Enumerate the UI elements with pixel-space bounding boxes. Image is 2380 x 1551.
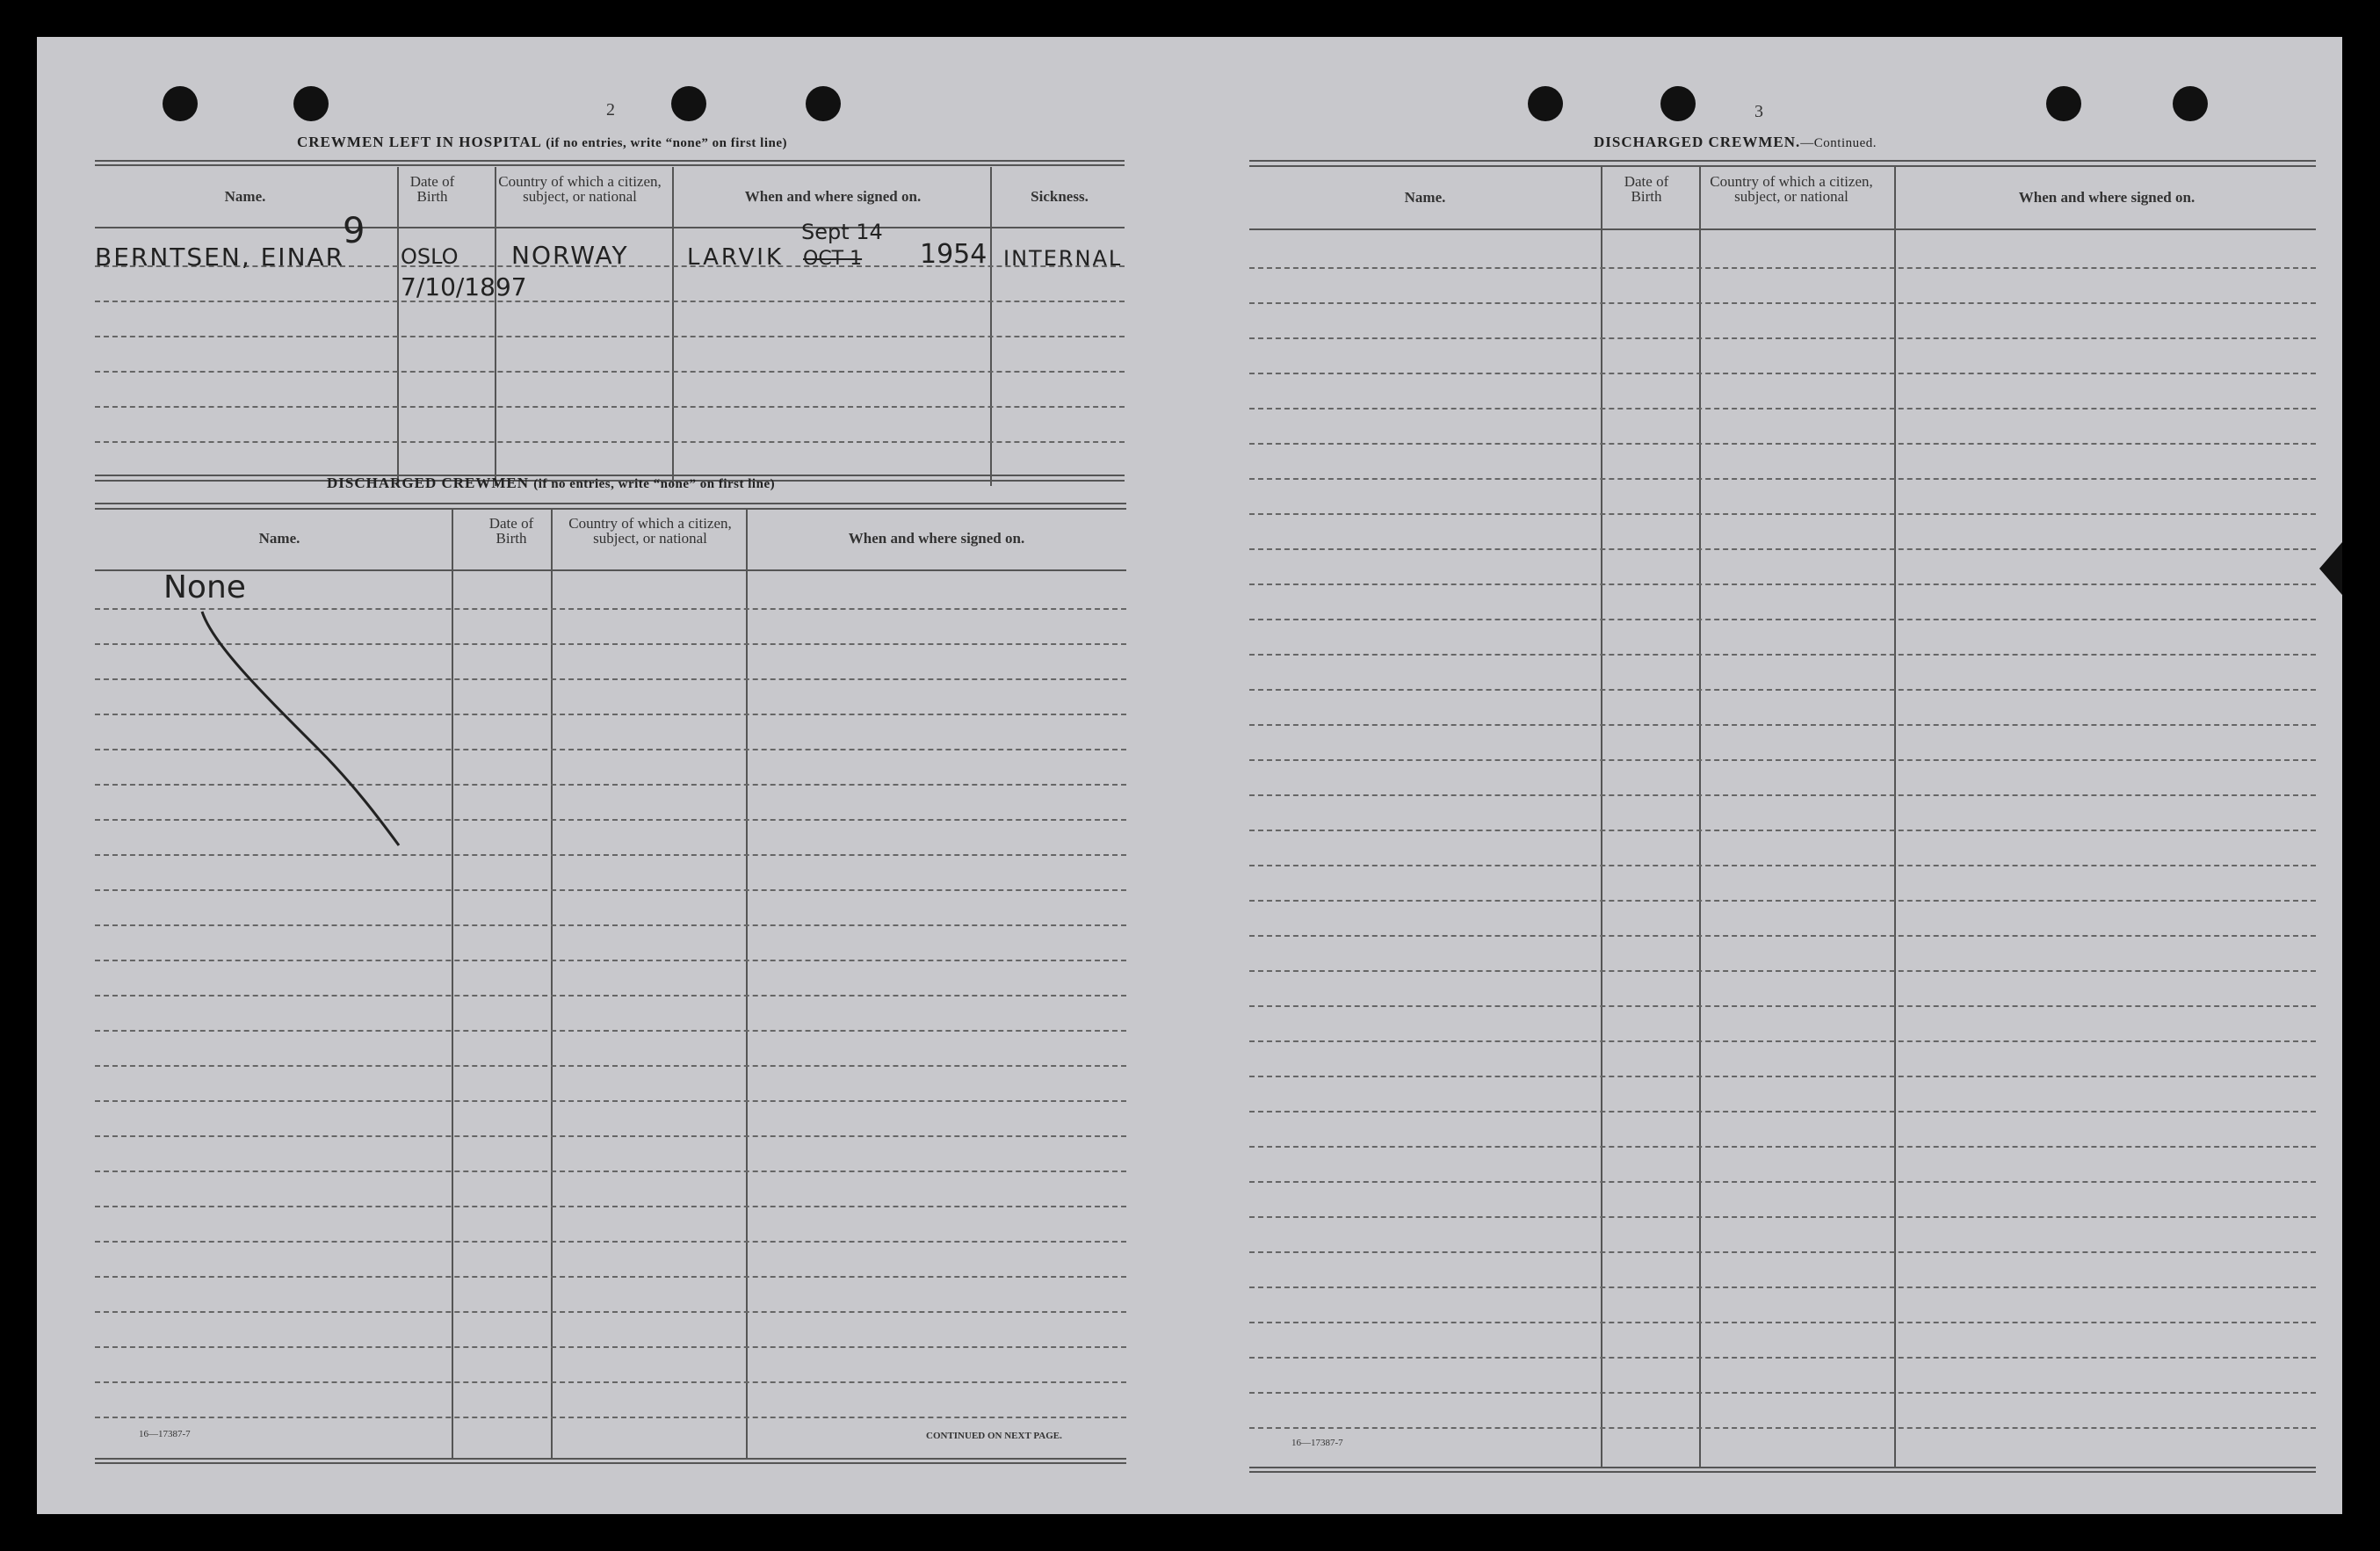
entry-line <box>1249 1111 2316 1113</box>
entry-line <box>1249 1040 2316 1042</box>
column-header-country: Country of which a citizen, subject, or national <box>1710 173 1873 205</box>
column-header-signed-on: When and where signed on. <box>2018 189 2196 206</box>
column-header-date-of-birth: Date of Birth <box>1624 173 1669 205</box>
top-rule <box>95 164 1125 166</box>
table-bottom-rule <box>1249 1471 2316 1473</box>
page-notch <box>2319 542 2342 595</box>
entry-line <box>1249 689 2316 691</box>
entry-line <box>95 301 1125 302</box>
entry-signed-year: 1954 <box>920 239 987 270</box>
column-divider <box>1601 167 1602 1468</box>
entry-line <box>1249 1251 2316 1253</box>
entry-line <box>1249 759 2316 761</box>
entry-line <box>95 371 1125 373</box>
punch-hole <box>1660 86 1696 121</box>
punch-hole <box>1528 86 1563 121</box>
right-section-title: DISCHARGED CREWMEN.—Continued. <box>1594 134 1877 150</box>
top-rule <box>95 508 1126 510</box>
entry-line <box>95 1311 1126 1313</box>
document-sheet <box>37 37 2342 1514</box>
entry-line <box>1249 443 2316 445</box>
entry-line <box>95 1065 1126 1067</box>
entry-line <box>1249 1216 2316 1218</box>
entry-line <box>95 1170 1126 1172</box>
margin-mark: 9 <box>343 211 365 251</box>
entry-line <box>1249 654 2316 656</box>
top-rule <box>1249 160 2316 162</box>
entry-line <box>1249 302 2316 304</box>
column-header-signed-on: When and where signed on. <box>848 530 1025 547</box>
entry-line <box>1249 724 2316 726</box>
header-rule <box>95 227 1125 228</box>
entry-line <box>95 854 1126 856</box>
entry-line <box>95 1381 1126 1383</box>
entry-line <box>95 336 1125 337</box>
entry-birth-date: 7/10/1897 <box>401 272 527 301</box>
continued-note: CONTINUED ON NEXT PAGE. <box>926 1431 1062 1441</box>
entry-line <box>95 924 1126 926</box>
entry-line <box>1249 1005 2316 1007</box>
punch-hole <box>293 86 329 121</box>
column-divider <box>495 167 496 486</box>
entry-line <box>95 889 1126 891</box>
entry-line <box>95 1206 1126 1207</box>
punch-hole <box>2173 86 2208 121</box>
entry-line <box>1249 619 2316 620</box>
entry-line <box>1249 1357 2316 1359</box>
header-rule <box>95 569 1126 571</box>
entry-line <box>95 995 1126 997</box>
cancel-stroke <box>195 608 406 854</box>
column-header-country: Country of which a citizen, subject, or national <box>568 515 732 547</box>
entry-birth-place: OSLO <box>401 244 459 269</box>
punch-hole <box>2046 86 2081 121</box>
column-header-signed-on: When and where signed on. <box>744 188 922 205</box>
entry-name: BERNTSEN, EINAR <box>95 243 345 272</box>
top-rule <box>95 503 1126 504</box>
entry-line <box>1249 478 2316 480</box>
table-bottom-rule <box>95 1458 1126 1460</box>
top-rule <box>1249 165 2316 167</box>
form-number: 16—17387-7 <box>139 1429 191 1439</box>
table-bottom-rule <box>1249 1467 2316 1468</box>
entry-signed-correction: Sept 14 <box>801 220 883 244</box>
column-divider <box>990 167 992 486</box>
column-divider <box>1699 167 1701 1468</box>
entry-line <box>1249 337 2316 339</box>
entry-line <box>1249 1181 2316 1183</box>
punch-hole <box>806 86 841 121</box>
column-header-date-of-birth: Date of Birth <box>409 173 455 205</box>
column-divider <box>551 510 553 1459</box>
table-bottom-rule <box>95 1462 1126 1464</box>
column-header-sickness: Sickness. <box>1031 188 1089 205</box>
entry-line <box>1249 830 2316 831</box>
entry-line <box>1249 935 2316 937</box>
entry-line <box>1249 267 2316 269</box>
page-number: 3 <box>1754 102 1763 121</box>
entry-line <box>95 1241 1126 1243</box>
column-header-country: Country of which a citizen, subject, or national <box>498 173 662 205</box>
entry-line <box>95 441 1125 443</box>
entry-sickness: INTERNAL <box>1003 246 1123 271</box>
column-header-date-of-birth: Date of Birth <box>488 515 534 547</box>
entry-line <box>1249 865 2316 866</box>
discharged-section-title: DISCHARGED CREWMEN (if no entries, write “none” on first line) <box>327 475 776 491</box>
entry-line <box>95 406 1125 408</box>
entry-line <box>95 960 1126 961</box>
discharged-none-entry: None <box>163 569 246 605</box>
punch-hole <box>671 86 706 121</box>
entry-line <box>1249 583 2316 585</box>
entry-line <box>1249 794 2316 796</box>
entry-signed-place: LARVIK <box>687 244 785 271</box>
column-header-name: Name. <box>258 530 300 547</box>
column-header-name: Name. <box>224 188 266 205</box>
entry-line <box>1249 1286 2316 1288</box>
entry-country: NORWAY <box>511 241 629 270</box>
entry-line <box>1249 408 2316 409</box>
hospital-section-title: CREWMEN LEFT IN HOSPITAL (if no entries, write “none” on first line) <box>297 134 787 150</box>
entry-line <box>1249 1427 2316 1429</box>
entry-line <box>95 1346 1126 1348</box>
punch-hole <box>163 86 198 121</box>
entry-line <box>1249 373 2316 374</box>
entry-line <box>1249 1392 2316 1394</box>
entry-line <box>95 1030 1126 1032</box>
form-number: 16—17387-7 <box>1291 1438 1343 1448</box>
entry-line <box>1249 513 2316 515</box>
entry-line <box>1249 548 2316 550</box>
column-divider <box>1894 167 1896 1468</box>
entry-line <box>1249 1146 2316 1148</box>
entry-line <box>95 1276 1126 1278</box>
header-rule <box>1249 228 2316 230</box>
column-divider <box>746 510 748 1459</box>
entry-signed-struck: OCT 1 <box>803 248 863 270</box>
page-number: 2 <box>606 100 615 120</box>
entry-line <box>95 1135 1126 1137</box>
top-rule <box>95 160 1125 162</box>
column-divider <box>672 167 674 486</box>
entry-line <box>1249 1322 2316 1323</box>
entry-line <box>95 1417 1126 1418</box>
entry-line <box>1249 1076 2316 1077</box>
entry-line <box>1249 970 2316 972</box>
entry-line <box>1249 900 2316 902</box>
entry-line <box>95 1100 1126 1102</box>
column-divider <box>452 510 453 1459</box>
column-divider <box>397 167 399 486</box>
column-header-name: Name. <box>1404 189 1446 206</box>
